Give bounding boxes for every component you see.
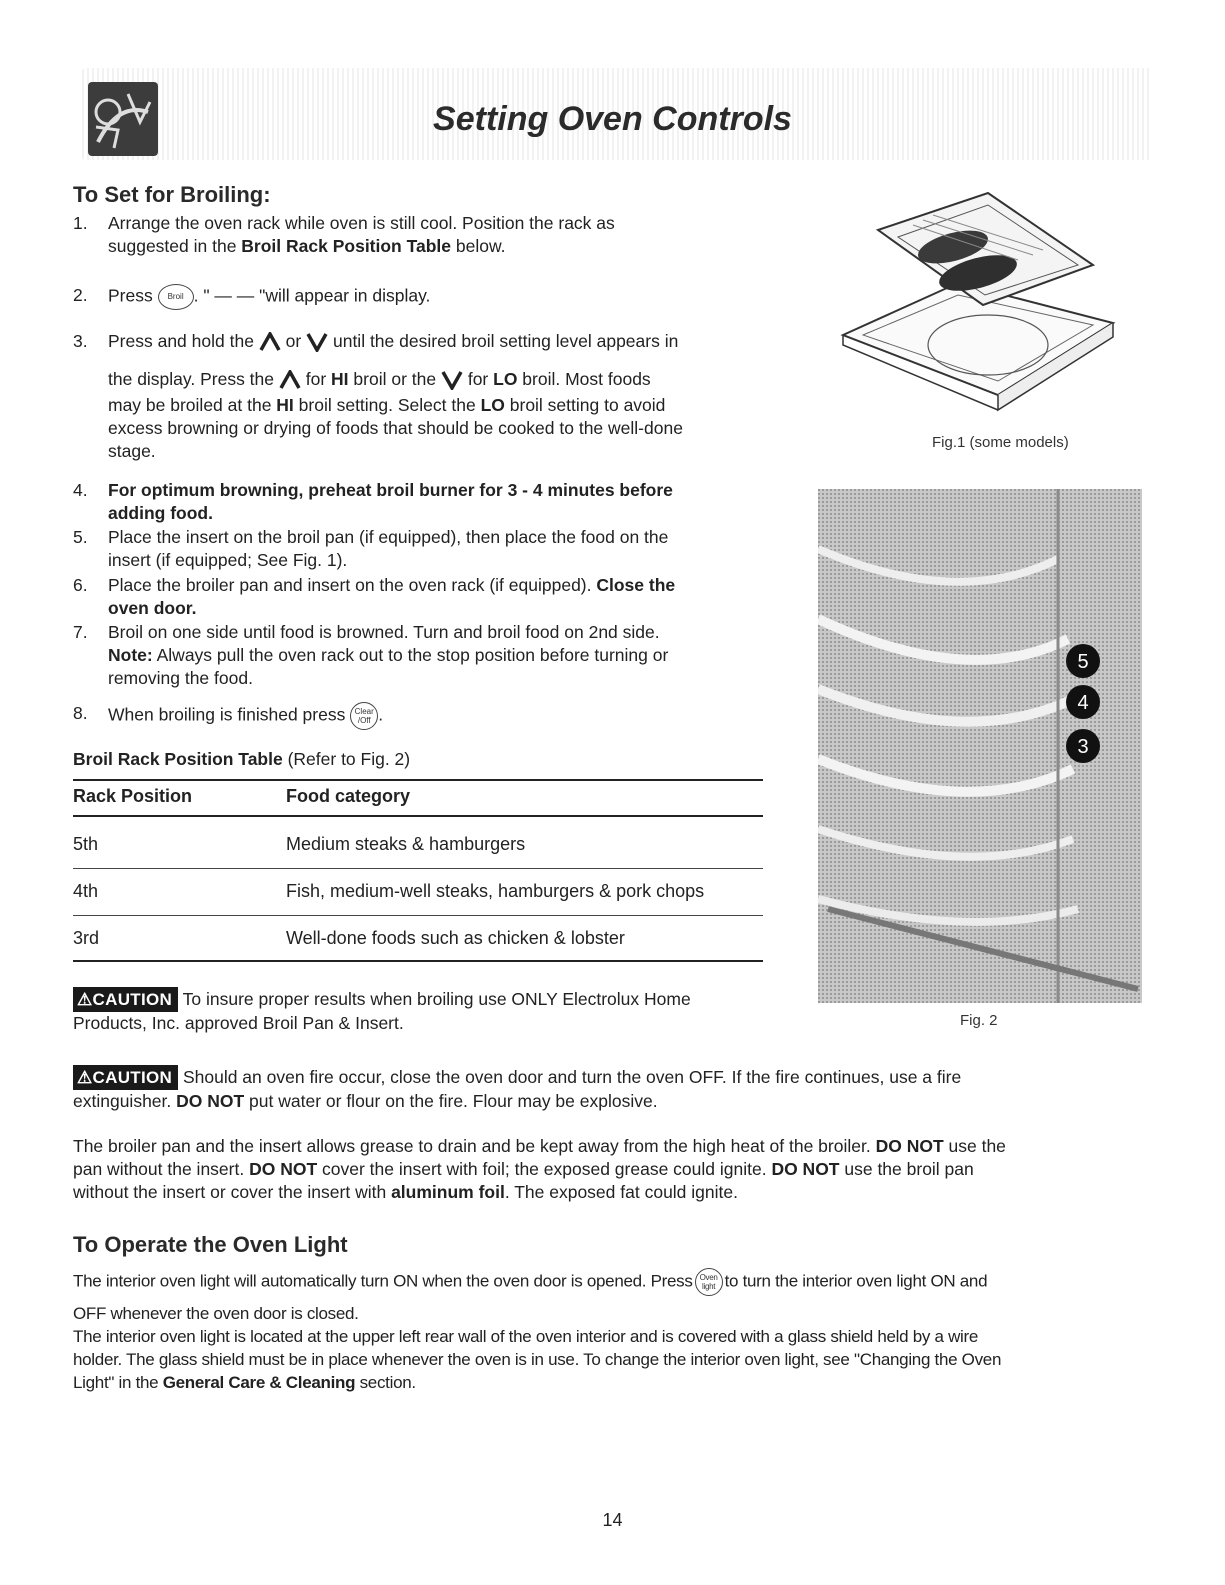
step-text: . [378,704,384,725]
table-rule [73,915,763,916]
step-text: Place the insert on the broil pan (if equipped), then place the food on the [108,527,669,547]
para-text: without the insert or cover the insert with [73,1182,392,1202]
note-label: Note: [108,645,153,665]
step-text: for [462,369,494,389]
table-rule [73,815,763,817]
table-rule [73,779,763,781]
clear-off-button-icon [350,702,378,730]
table-caption [73,749,410,770]
rack-label: 3 [1077,736,1089,758]
step-text: excess browning or drying of foods that should be cooked to the well-done [108,418,683,438]
step-emphasis: adding food. [108,503,213,523]
down-arrow-icon [306,332,328,352]
para-text: cover the insert with foil; the exposed grease could ignite. [317,1159,772,1179]
step-emphasis: Broil Rack Position Table [241,236,452,256]
para-text: holder. The glass shield must be in place whenever the oven is in use. To change the interior oven light, see "Changing the Oven [73,1350,1002,1369]
step-text: insert (if equipped; See Fig. 1). [108,550,348,570]
caution-text: Products, Inc. approved Broil Pan & Insert. [73,1013,404,1033]
para-text: OFF whenever the oven door is closed. [73,1304,359,1323]
up-arrow-icon [259,332,281,352]
step-text: Arrange the oven rack while oven is still cool. Position the rack as [108,213,615,233]
table-header-food: Food category [286,786,411,806]
do-not-emphasis: DO NOT [176,1091,245,1111]
caution-text: extinguisher. [73,1091,177,1111]
step-text: When broiling is finished press [108,704,346,725]
para-text: use the broil pan [839,1159,974,1179]
step-number: 2. [73,285,88,305]
fig2-caption: Fig. 2 [960,1012,998,1029]
rack-label: 4 [1077,692,1089,714]
fig2-oven-rack-photo [818,489,1142,1003]
step-text: . " — — "will appear in display. [193,285,431,306]
para-text: Light" in the [73,1373,163,1392]
step-text: suggested in the [108,236,242,256]
button-label: Clear [354,707,374,716]
do-not-emphasis: DO NOT [249,1159,318,1179]
table-cell: Fish, medium-well steaks, hamburgers & pork chops [286,881,705,901]
page-title: Setting Oven Controls [433,100,792,138]
button-label: /Off [357,716,371,725]
rack-position-4-icon [1066,685,1100,719]
up-arrow-icon [279,370,301,390]
para-text: . The exposed fat could ignite. [504,1182,738,1202]
oven-light-heading: To Operate the Oven Light [73,1232,348,1257]
step-text: Always pull the oven rack out to the stop position before turning or [152,645,669,665]
caution-badge: ⚠CAUTION [73,987,178,1012]
para-text: to turn the interior oven light ON and [724,1271,988,1291]
grease-paragraph [73,1135,1148,1204]
fig1-broil-pan-illustration [838,185,1118,435]
rack-position-3-icon [1066,729,1100,763]
step-text: Press [108,285,153,306]
section-reference: General Care & Cleaning [162,1373,356,1392]
step-number: 4. [73,480,88,500]
step-text: for [300,369,332,389]
table-header-rack: Rack Position [73,786,193,806]
step-text: removing the food. [108,668,253,688]
para-text: pan without the insert. [73,1159,250,1179]
button-label: light [702,1282,716,1291]
step-text: broil or the [348,369,437,389]
down-arrow-icon [441,370,463,390]
step-number: 1. [73,213,88,233]
page-number: 14 [602,1510,623,1530]
caution-2 [73,1065,1148,1113]
step-emphasis: Close the [596,575,676,595]
step-emphasis: oven door. [108,598,197,618]
broil-button-icon: Broil [158,284,194,310]
caution-text: Should an oven fire occur, close the oven door and turn the oven OFF. If the fire continues, use a fire [178,1067,962,1087]
step-number: 6. [73,575,88,595]
do-not-emphasis: DO NOT [771,1159,840,1179]
para-text: section. [355,1373,416,1392]
step-emphasis: LO [480,395,505,415]
step-text: stage. [108,441,156,461]
step-text: or [280,331,307,351]
step-text: broil setting. Select the [293,395,481,415]
step-emphasis: LO [493,369,518,389]
caution-text: To insure proper results when broiling use ONLY Electrolux Home [178,989,691,1009]
step-text: broil setting to avoid [504,395,666,415]
para-text: The interior oven light is located at the upper left rear wall of the oven interior and is covered with a glass shield held by a wire [73,1327,979,1346]
step-text: broil. Most foods [517,369,651,389]
rack-label: 5 [1077,651,1089,673]
step-text: may be broiled at the [108,395,277,415]
oven-light-button-icon [695,1268,723,1296]
fig1-caption: Fig.1 (some models) [932,434,1069,451]
step-text: Place the broiler pan and insert on the oven rack (if equipped). [108,575,597,595]
para-text: The broiler pan and the insert allows grease to drain and be kept away from the high heat of the broiler. [73,1136,876,1156]
oven-light-paragraph [73,1268,1148,1394]
table-caption-bold: Broil Rack Position Table [73,749,283,769]
do-not-emphasis: DO NOT [875,1136,944,1156]
para-text: use the [943,1136,1006,1156]
table-cell: 3rd [73,928,100,948]
step-number: 8. [73,703,88,723]
step-text: Broil on one side until food is browned. Turn and broil food on 2nd side. [108,622,660,642]
step-text: Press and hold the [108,331,254,351]
para-text: The interior oven light will automatically turn ON when the oven door is opened. Press [73,1271,693,1291]
caution-1 [73,987,773,1035]
caution-badge: ⚠CAUTION [73,1065,178,1090]
caution-label: CAUTION [92,990,173,1009]
step-emphasis: HI [276,395,294,415]
table-cell: Medium steaks & hamburgers [286,834,526,854]
step-number: 3. [73,331,88,351]
broiling-heading: To Set for Broiling: [73,182,271,207]
step-number: 7. [73,622,88,642]
step-text: the display. Press the [108,369,275,389]
table-cell: 4th [73,881,99,901]
table-rule [73,960,763,962]
table-cell: 5th [73,834,99,854]
table-caption-rest: (Refer to Fig. 2) [282,749,411,769]
caution-text: put water or flour on the fire. Flour may be explosive. [244,1091,658,1111]
rack-position-5-icon [1066,644,1100,678]
caution-label: CAUTION [92,1068,173,1087]
button-label: Oven [699,1273,718,1282]
step-emphasis: HI [331,369,349,389]
step-number: 5. [73,527,88,547]
foil-emphasis: aluminum foil [391,1182,505,1202]
step-emphasis: For optimum browning, preheat broil burner for 3 - 4 minutes before [108,480,673,500]
step-text: until the desired broil setting level appears in [332,331,679,351]
table-cell: Well-done foods such as chicken & lobster [286,928,625,948]
step-text: below. [451,236,506,256]
table-rule [73,868,763,869]
